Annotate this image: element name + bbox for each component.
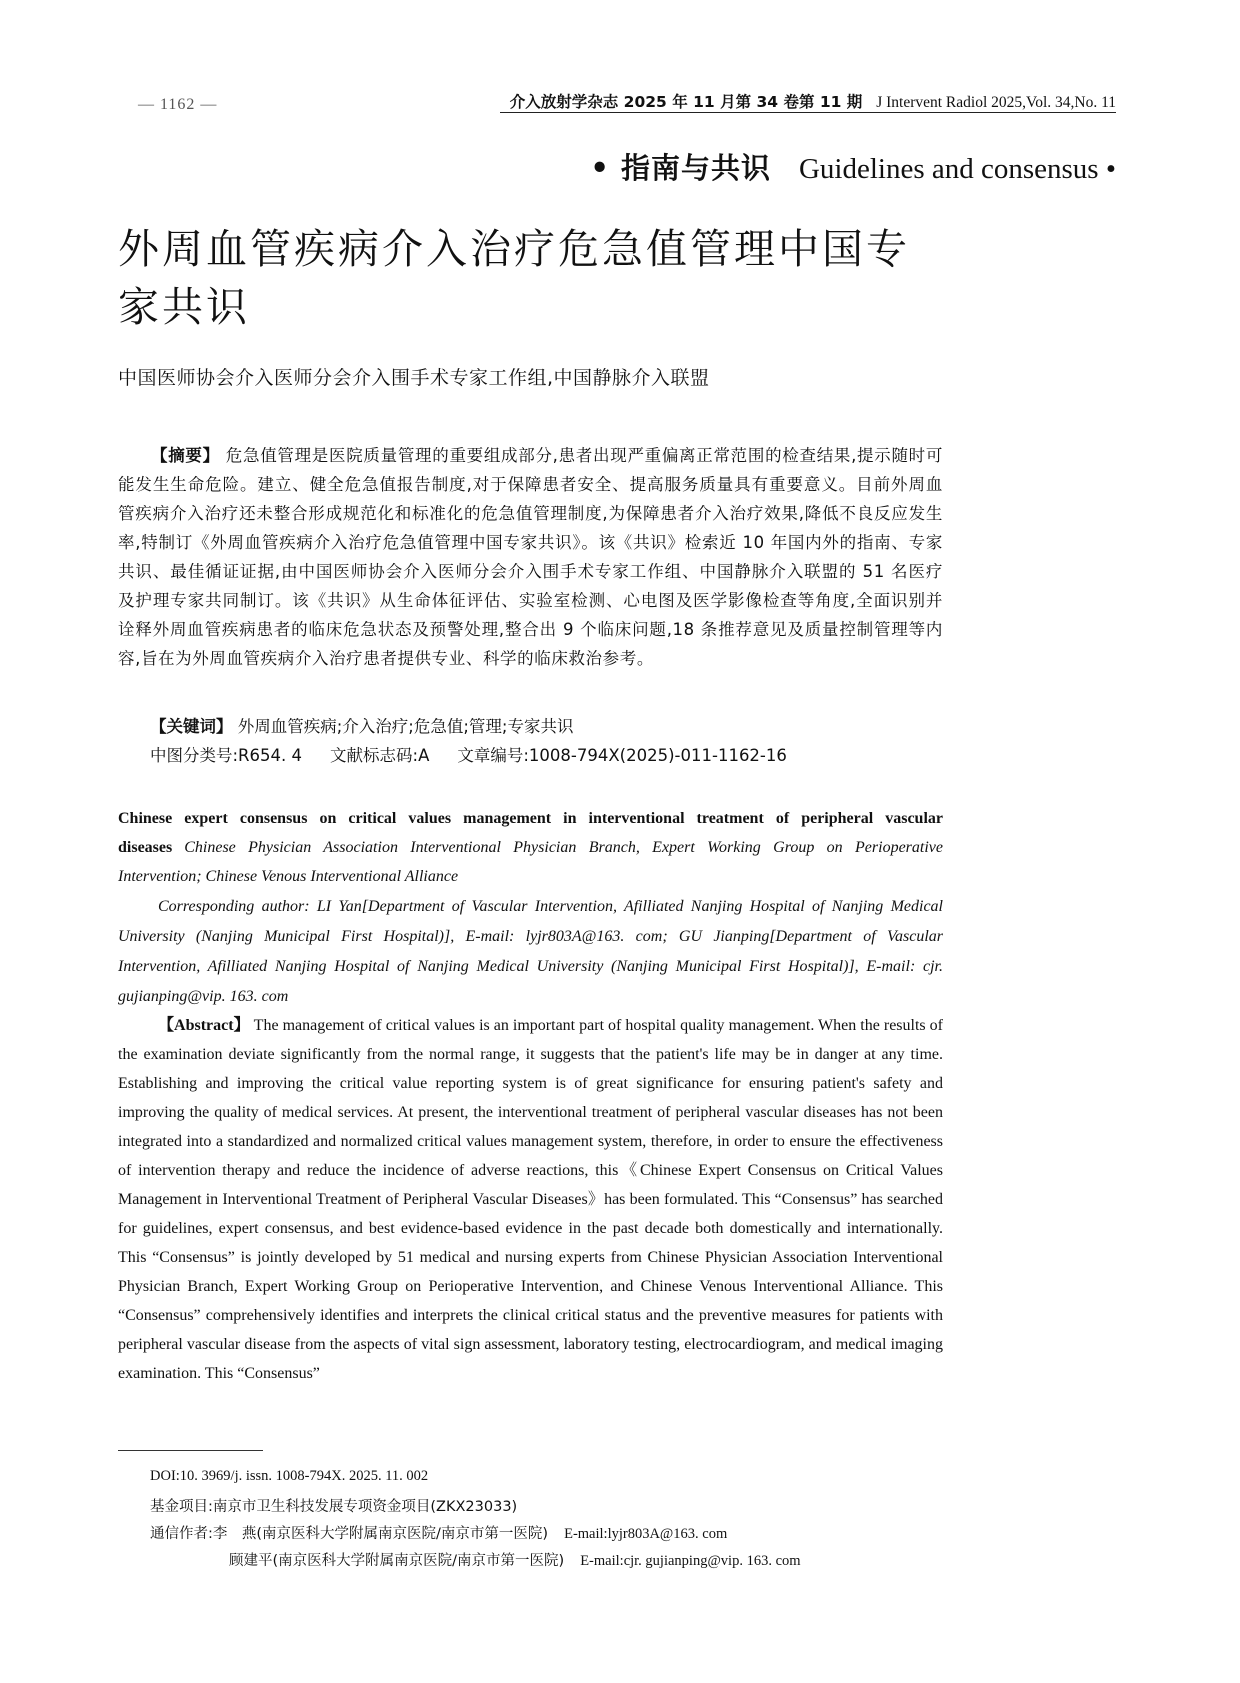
document-code: 文献标志码:A: [330, 746, 430, 765]
column-label-en: Guidelines and consensus •: [798, 153, 1116, 185]
clc-number: 中图分类号:R654. 4: [150, 746, 303, 765]
author-groups: 中国医师协会介入医师分会介入围手术专家工作组,中国静脉介入联盟: [118, 367, 710, 389]
keywords-cn-label: 【关键词】: [150, 717, 233, 736]
corresponding-author-2-name: 顾建平(南京医科大学附属南京医院/南京市第一医院): [229, 1553, 565, 1569]
english-title: Chinese expert consensus on critical values management in interventional treatment of peripheral vascular diseases: [118, 810, 943, 856]
corresponding-author-2: [229, 1549, 801, 1570]
header-rule: [500, 112, 1116, 113]
footnote-rule: [118, 1450, 263, 1451]
running-header: [510, 90, 1116, 112]
corresponding-author-1-name: 李 燕(南京医科大学附属南京医院/南京市第一医院): [212, 1526, 549, 1542]
column-label: [590, 146, 1116, 187]
journal-name-en: J Intervent Radiol 2025,Vol. 34,No. 11: [876, 94, 1116, 111]
keywords-cn-text: 外周血管疾病;介入治疗;危急值;管理;专家共识: [237, 717, 574, 736]
page-title: 外周血管疾病介入治疗危急值管理中国专家共识: [118, 225, 910, 331]
english-corresponding-author: Corresponding author: LI Yan[Department of Vascular Intervention, Afilliated Nanjing Hospital of Nanjing Medical University (Nanjing Municipal First Hospital)], E-mail: lyjr803A@163. com; GU Jianping[Department of Vascular Intervention, Afilliated Nanjing Hospital of Nanjing Medical University (Nanjing Municipal First Hospital)], E-mail: cjr. gujianping@vip. 163. com: [118, 898, 943, 1005]
abstract-en: [118, 1011, 943, 1388]
english-title-block: [118, 804, 943, 891]
english-authors: Chinese Physician Association Interventional Physician Branch, Expert Working Group on Perioperative Intervention; Chinese Venous Interventional Alliance: [118, 839, 943, 885]
classification-line: [150, 742, 787, 766]
abstract-cn-label: 【摘要】: [151, 446, 220, 465]
corresponding-author-prefix: 通信作者:: [150, 1526, 213, 1542]
corresponding-author-1-email: E-mail:lyjr803A@163. com: [564, 1526, 728, 1542]
column-label-cn: • 指南与共识: [590, 151, 771, 185]
journal-name-cn: 介入放射学杂志 2025 年 11 月第 34 卷第 11 期: [509, 93, 863, 111]
abstract-cn: [118, 441, 943, 673]
corresponding-author-2-email: E-mail:cjr. gujianping@vip. 163. com: [580, 1553, 801, 1569]
abstract-en-text: The management of critical values is an important part of hospital quality management. When the results of the examination deviate significantly from the normal range, it suggests that the patient's life may be in danger at any time. Establishing and improving the critical value reporting system is of great significance for ensuring patient's safety and improving the quality of medical services. At present, the interventional treatment of peripheral vascular diseases has not been integrated into a standardized and normalized critical values management system, therefore, in order to ensure the effectiveness of intervention therapy and reduce the incidence of adverse reactions, this《Chinese Expert Consensus on Critical Values Management in Interventional Treatment of Peripheral Vascular Diseases》has been formulated. This “Consensus” has searched for guidelines, expert consensus, and best evidence-based evidence in the past decade both domestically and internationally. This “Consensus” is jointly developed by 51 medical and nursing experts from Chinese Physician Association Interventional Physician Branch, Expert Working Group on Perioperative Intervention, and Chinese Venous Interventional Alliance. This “Consensus” comprehensively identifies and interprets the clinical critical status and the preventive measures for patients with peripheral vascular disease from the aspects of vital sign assessment, laboratory testing, electrocardiogram, and medical imaging examination. This “Consensus”: [118, 1017, 944, 1382]
abstract-en-label: 【Abstract】: [158, 1017, 250, 1034]
keywords-cn: [150, 713, 574, 737]
page-number: — 1162 —: [138, 96, 218, 113]
corresponding-author-1: [150, 1522, 727, 1543]
doi-footnote: DOI:10. 3969/j. issn. 1008-794X. 2025. 11. 002: [150, 1468, 429, 1484]
article-number: 文章编号:1008-794X(2025)-011-1162-16: [457, 746, 787, 765]
abstract-cn-text: 危急值管理是医院质量管理的重要组成部分,患者出现严重偏离正常范围的检查结果,提示随时可能发生生命危险。建立、健全危急值报告制度,对于保障患者安全、提高服务质量具有重要意义。目前外周血管疾病介入治疗还未整合形成规范化和标准化的危急值管理制度,为保障患者介入治疗效果,降低不良反应发生率,特制订《外周血管疾病介入治疗危急值管理中国专家共识》。该《共识》检索近 10 年国内外的指南、专家共识、最佳循证证据,由中国医师协会介入医师分会介入围手术专家工作组、中国静脉介入联盟的 51 名医疗及护理专家共同制订。该《共识》从生命体征评估、实验室检测、心电图及医学影像检查等角度,全面识别并诠释外周血管疾病患者的临床危急状态及预警处理,整合出 9 个临床问题,18 条推荐意见及质量控制管理等内容,旨在为外周血管疾病介入治疗患者提供专业、科学的临床救治参考。: [118, 446, 943, 668]
funding-footnote: 基金项目:南京市卫生科技发展专项资金项目(ZKX23033): [150, 1499, 518, 1515]
